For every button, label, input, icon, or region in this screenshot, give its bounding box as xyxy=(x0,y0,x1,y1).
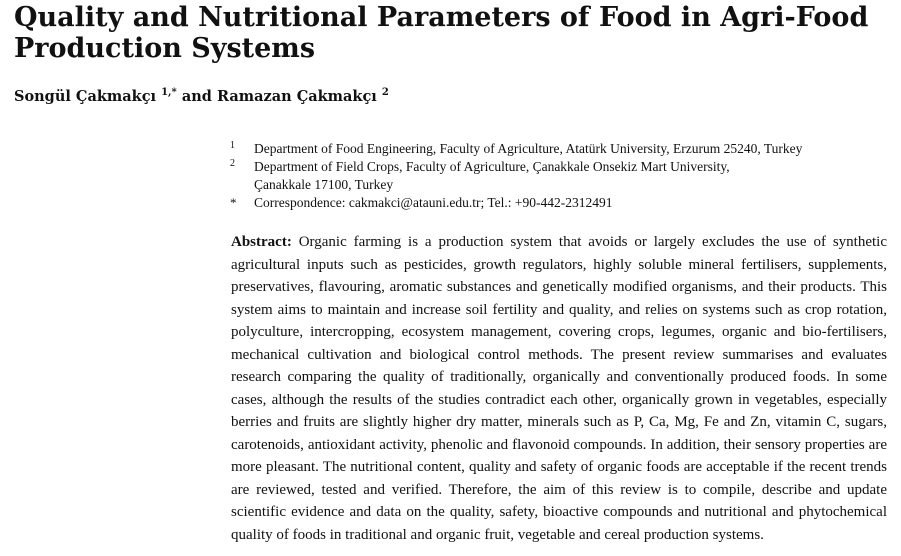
affiliation-text: Department of Food Engineering, Faculty of Agriculture, Atatürk University, Erzurum 25240, Turkey xyxy=(254,141,803,156)
affiliation-text: Çanakkale 17100, Turkey xyxy=(254,177,394,192)
author-conjunction: and xyxy=(181,88,212,105)
author-name: Songül Çakmakçı xyxy=(14,88,157,105)
affiliation-text: Department of Field Crops, Faculty of Agriculture, Çanakkale Onsekiz Mart University, xyxy=(254,159,730,174)
abstract xyxy=(231,231,887,546)
paper-title xyxy=(14,2,874,64)
author-affiliation-marker: 2 xyxy=(381,87,389,98)
affiliation-marker: 2 xyxy=(230,158,235,169)
author-list xyxy=(14,88,389,106)
abstract-label: Abstract: xyxy=(231,234,292,250)
author-affiliation-marker: 1,* xyxy=(161,87,177,98)
affiliation-marker: 1 xyxy=(230,140,235,151)
title-line-2: Production Systems xyxy=(14,33,316,64)
author-name: Ramazan Çakmakçı xyxy=(216,88,377,105)
correspondence-text: Correspondence: cakmakci@atauni.edu.tr; Tel.: +90-442-2312491 xyxy=(254,195,613,210)
correspondence-marker: * xyxy=(230,195,237,210)
title-line-1: Quality and Nutritional Parameters of Food in Agri-Food xyxy=(14,2,869,33)
abstract-text: Organic farming is a production system that avoids or largely excludes the use of synthetic agricultural inputs such as pesticides, growth regulators, highly soluble mineral fertilisers, supplements, preservatives, flavouring, aromatic substances and genetically modified organisms, and their products. This system aims to maintain and increase soil fertility and quality, and relies on systems such as crop rotation, polyculture, intercropping, ecosystem management, covering crops, legumes, organic and bio-fertilisers, mechanical cultivation and biological control methods. The present review summarises and evaluates research comparing the quality of traditionally, organically and conventionally produced foods. In some cases, although the results of the studies contradict each other, organically grown in vegetables, especially berries and fruits are slightly higher dry matter, minerals such as P, Ca, Mg, Fe and Zn, vitamin C, sugars, carotenoids, antioxidant activity, phenolic and flavonoid compounds. In addition, their sensory properties are more pleasant. The nutritional content, quality and safety of organic foods are acceptable if the recent trends are reviewed, tested and verified. Therefore, the aim of this review is to compile, describe and update scientific evidence and data on the quality, safety, bioactive compounds and nutritional and phytochemical quality of foods in traditional and organic fruit, vegetable and cereal production systems. xyxy=(231,234,887,543)
